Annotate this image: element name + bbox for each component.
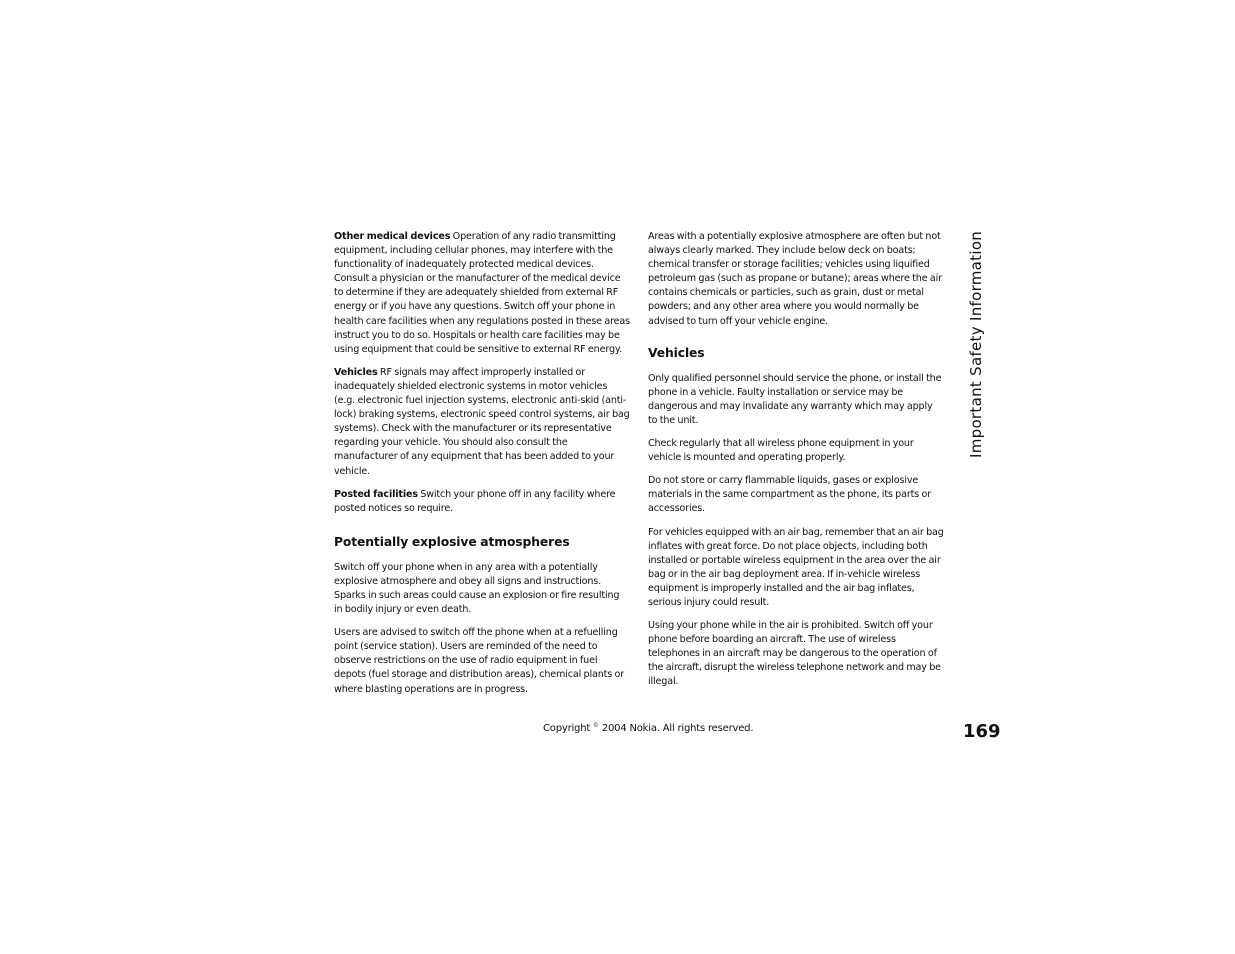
paragraph-vehicles-rf xyxy=(334,366,630,479)
copyright-prefix: Copyright xyxy=(543,723,591,734)
copyright-suffix: 2004 Nokia. All rights reserved. xyxy=(598,723,754,734)
paragraph-vehicles-2: Check regularly that all wireless phone equipment in your vehicle is mounted and operating properly. xyxy=(648,438,914,464)
right-column xyxy=(648,230,944,699)
side-section-title: Important Safety Information xyxy=(967,230,985,458)
copyright-symbol: © xyxy=(593,722,599,729)
paragraph-text: Switch your phone off in any facility where posted notices so require. xyxy=(334,488,616,514)
copyright-notice xyxy=(543,722,753,734)
left-column xyxy=(334,230,630,706)
paragraph-vehicles-1: Only qualified personnel should service the phone, or install the phone in a vehicle. Faulty installation or service may be dangerous and may invalidate any warranty which may apply to the unit. xyxy=(648,372,942,426)
section-heading-explosive-atmospheres: Potentially explosive atmospheres xyxy=(334,534,570,549)
paragraph-text: Operation of any radio transmitting equipment, including cellular phones, may interfere with the functionality of inadequately protected medical devices. Consult a physician or the manufacturer of the medical device to determine if they are adequately shielded from external RF energy or if you have any questions. Switch off your phone in health care facilities when any regulations posted in these areas instruct you to do so. Hospitals or health care facilities may be using equipment that could be sensitive to external RF energy. xyxy=(334,231,630,355)
page-number: 169 xyxy=(963,721,1001,742)
run-in-heading-vehicles: Vehicles xyxy=(334,366,378,378)
paragraph-text: RF signals may affect improperly installed or inadequately shielded electronic systems in motor vehicles (e.g. electronic fuel injection systems, electronic anti-skid (anti-lock) braking systems, electronic speed control systems, air bag systems). Check with the manufacturer or its representative regarding your vehicle. You should also consult the manufacturer of any equipment that has been added to your vehicle. xyxy=(334,366,630,477)
section-heading-vehicles: Vehicles xyxy=(648,345,705,360)
paragraph-vehicles-3: Do not store or carry flammable liquids, gases or explosive materials in the same compartment as the phone, its parts or accessories. xyxy=(648,475,932,515)
run-in-heading-posted-facilities: Posted facilities xyxy=(334,488,418,500)
paragraph-explosive-2: Users are advised to switch off the phone when at a refuelling point (service station). Users are reminded of the need to observe restrictions on the use of radio equipment in fuel depots (fuel storage and distribution areas), chemical plants or where blasting operations are in progress. xyxy=(334,627,625,695)
paragraph-other-medical-devices xyxy=(334,230,630,357)
paragraph-vehicles-5: Using your phone while in the air is prohibited. Switch off your phone before boarding an aircraft. The use of wireless telephones in an aircraft may be dangerous to the operation of the aircraft, disrupt the wireless telephone network and may be illegal. xyxy=(648,620,941,688)
paragraph-posted-facilities xyxy=(334,488,630,516)
paragraph-explosive-areas: Areas with a potentially explosive atmosphere are often but not always clearly marked. They include below deck on boats; chemical transfer or storage facilities; vehicles using liquified petroleum gas (such as propane or butane); areas where the air contains chemicals or particles, such as grain, dust or metal powders; and any other area where you would normally be advised to turn off your vehicle engine. xyxy=(648,231,942,327)
paragraph-vehicles-4: For vehicles equipped with an air bag, remember that an air bag inflates with great force. Do not place objects, including both installed or portable wireless equipment in the area over the air bag or in the air bag deployment area. If in-vehicle wireless equipment is improperly installed and the air bag inflates, serious injury could result. xyxy=(648,526,944,608)
run-in-heading-other-medical-devices: Other medical devices xyxy=(334,231,451,242)
paragraph-explosive-1: Switch off your phone when in any area with a potentially explosive atmosphere and obey all signs and instructions. Sparks in such areas could cause an explosion or fire resulting in bodily injury or even death. xyxy=(334,561,620,616)
